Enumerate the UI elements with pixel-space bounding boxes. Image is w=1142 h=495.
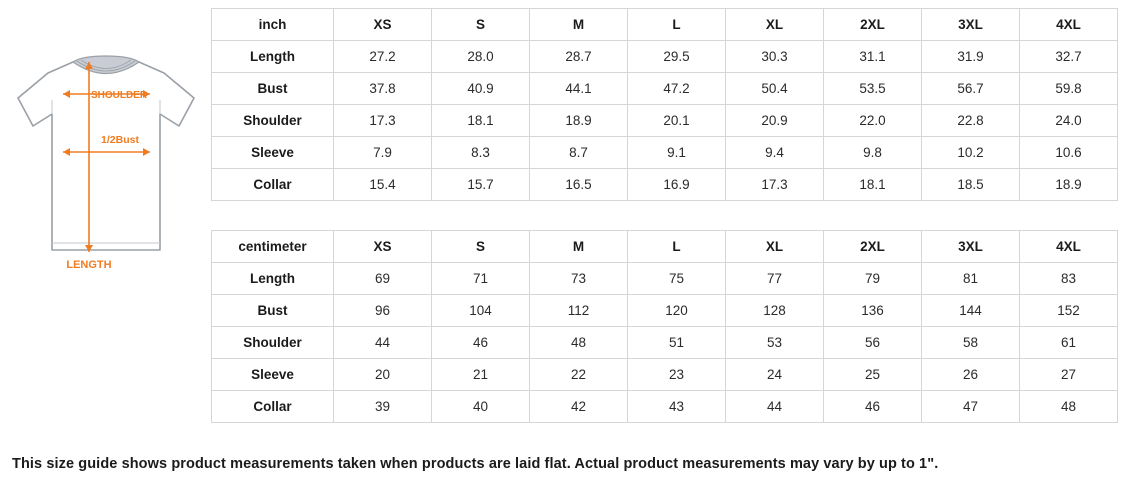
centimeter-table-container [211,230,1118,423]
table-row [212,105,1118,137]
column-header-s: S [432,231,530,263]
cell: 79 [824,263,922,295]
cell: 10.2 [922,137,1020,169]
cell: 10.6 [1020,137,1118,169]
table-row [212,359,1118,391]
cell: 73 [530,263,628,295]
table-row [212,391,1118,423]
half-bust-label: 1/2Bust [101,134,139,146]
cell: 77 [726,263,824,295]
cell: 20.1 [628,105,726,137]
row-label-bust: Bust [212,295,334,327]
cell: 112 [530,295,628,327]
shoulder-label: SHOULDER [90,90,148,101]
column-header-3xl: 3XL [922,231,1020,263]
cell: 9.8 [824,137,922,169]
cell: 24 [726,359,824,391]
table-header-row [212,231,1118,263]
table-row [212,295,1118,327]
row-label-bust: Bust [212,73,334,105]
cell: 30.3 [726,41,824,73]
cell: 27 [1020,359,1118,391]
cell: 144 [922,295,1020,327]
cell: 152 [1020,295,1118,327]
cell: 9.4 [726,137,824,169]
cell: 24.0 [1020,105,1118,137]
cell: 120 [628,295,726,327]
cell: 40 [432,391,530,423]
column-header-s: S [432,9,530,41]
cell: 40.9 [432,73,530,105]
row-label-shoulder: Shoulder [212,327,334,359]
column-header-m: M [530,231,628,263]
column-header-xs: XS [334,9,432,41]
cell: 128 [726,295,824,327]
cell: 104 [432,295,530,327]
column-header-2xl: 2XL [824,231,922,263]
inch-table [211,8,1118,201]
cell: 22 [530,359,628,391]
column-header-l: L [628,231,726,263]
cell: 48 [1020,391,1118,423]
cell: 8.3 [432,137,530,169]
column-header-4xl: 4XL [1020,9,1118,41]
inch-table-container [211,8,1118,201]
cell: 17.3 [726,169,824,201]
cell: 81 [922,263,1020,295]
cell: 28.0 [432,41,530,73]
length-label: LENGTH [66,259,112,271]
column-header-3xl: 3XL [922,9,1020,41]
row-label-sleeve: Sleeve [212,137,334,169]
cell: 136 [824,295,922,327]
cell: 18.9 [530,105,628,137]
cell: 22.8 [922,105,1020,137]
cell: 39 [334,391,432,423]
cell: 17.3 [334,105,432,137]
cell: 44 [334,327,432,359]
tshirt-measurement-illustration [0,40,212,280]
cell: 83 [1020,263,1118,295]
cell: 56.7 [922,73,1020,105]
cell: 47.2 [628,73,726,105]
cell: 43 [628,391,726,423]
cell: 59.8 [1020,73,1118,105]
column-header-l: L [628,9,726,41]
cell: 61 [1020,327,1118,359]
table-header-row [212,9,1118,41]
cell: 47 [922,391,1020,423]
column-header-xl: XL [726,9,824,41]
cell: 21 [432,359,530,391]
cell: 16.9 [628,169,726,201]
centimeter-table [211,230,1118,423]
cell: 29.5 [628,41,726,73]
cell: 18.1 [432,105,530,137]
column-header-2xl: 2XL [824,9,922,41]
row-label-length: Length [212,263,334,295]
cell: 25 [824,359,922,391]
cell: 71 [432,263,530,295]
cell: 53 [726,327,824,359]
row-label-sleeve: Sleeve [212,359,334,391]
cell: 7.9 [334,137,432,169]
table-row [212,327,1118,359]
cell: 32.7 [1020,41,1118,73]
unit-header: centimeter [212,231,334,263]
cell: 56 [824,327,922,359]
cell: 20.9 [726,105,824,137]
table-row [212,169,1118,201]
cell: 18.9 [1020,169,1118,201]
cell: 31.1 [824,41,922,73]
table-row [212,73,1118,105]
cell: 8.7 [530,137,628,169]
cell: 26 [922,359,1020,391]
column-header-xs: XS [334,231,432,263]
table-row [212,137,1118,169]
cell: 44.1 [530,73,628,105]
row-label-collar: Collar [212,169,334,201]
cell: 42 [530,391,628,423]
cell: 53.5 [824,73,922,105]
table-row [212,263,1118,295]
cell: 50.4 [726,73,824,105]
cell: 23 [628,359,726,391]
cell: 16.5 [530,169,628,201]
cell: 46 [432,327,530,359]
cell: 96 [334,295,432,327]
cell: 15.4 [334,169,432,201]
size-guide-footnote: This size guide shows product measurements taken when products are laid flat. Actual product measurements may vary by up to 1". [12,456,939,472]
tshirt-shape [18,56,194,250]
cell: 69 [334,263,432,295]
table-row [212,41,1118,73]
cell: 75 [628,263,726,295]
cell: 48 [530,327,628,359]
unit-header: inch [212,9,334,41]
cell: 27.2 [334,41,432,73]
cell: 22.0 [824,105,922,137]
cell: 58 [922,327,1020,359]
cell: 28.7 [530,41,628,73]
column-header-xl: XL [726,231,824,263]
cell: 51 [628,327,726,359]
cell: 20 [334,359,432,391]
row-label-length: Length [212,41,334,73]
cell: 44 [726,391,824,423]
cell: 9.1 [628,137,726,169]
cell: 31.9 [922,41,1020,73]
row-label-shoulder: Shoulder [212,105,334,137]
cell: 46 [824,391,922,423]
cell: 15.7 [432,169,530,201]
cell: 18.1 [824,169,922,201]
column-header-m: M [530,9,628,41]
column-header-4xl: 4XL [1020,231,1118,263]
row-label-collar: Collar [212,391,334,423]
cell: 37.8 [334,73,432,105]
cell: 18.5 [922,169,1020,201]
